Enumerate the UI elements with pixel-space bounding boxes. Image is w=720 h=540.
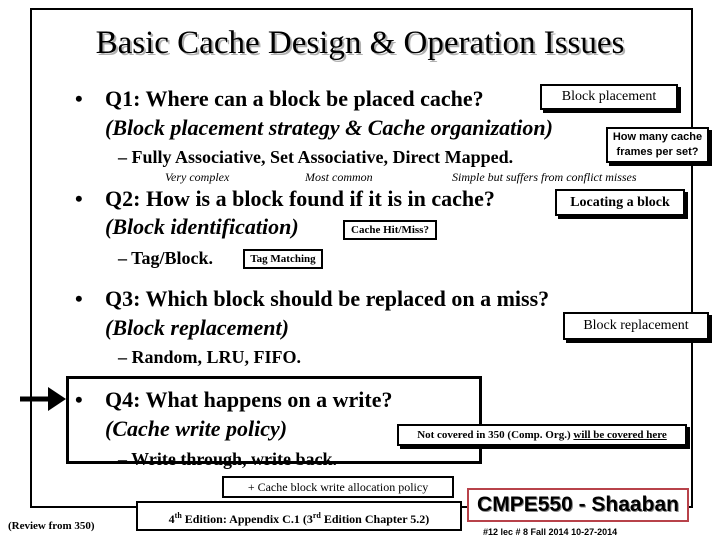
q3-detail: (Block replacement) (105, 315, 289, 340)
ref-c: Edition Chapter 5.2) (320, 512, 430, 526)
q3-sub: – Random, LRU, FIFO. (118, 347, 302, 367)
tag-matching-label: Tag Matching (243, 249, 323, 269)
q2-detail: (Block identification) (105, 214, 299, 239)
locating-block-label: Locating a block (555, 189, 685, 216)
q1-detail: (Block placement strategy & Cache organization) (105, 115, 553, 140)
write-allocation-label: + Cache block write allocation policy (222, 476, 454, 498)
ref-b-sup: rd (312, 511, 321, 520)
block-replacement-label: Block replacement (563, 312, 709, 340)
q3-text: Q3: Which block should be replaced on a miss? (105, 286, 550, 311)
bullet: • (75, 387, 83, 412)
not-covered-label (397, 424, 687, 446)
q1-sub: – Fully Associative, Set Associative, Direct Mapped. (118, 147, 514, 167)
ref-a: 4 (168, 512, 175, 526)
frames-per-set-label: How many cache frames per set? (606, 127, 709, 163)
note-conflict-misses: Simple but suffers from conflict misses (452, 170, 637, 184)
ref-a-sup: th (174, 511, 182, 520)
bullet: • (75, 86, 83, 111)
slide-title: Basic Cache Design & Operation Issues (95, 25, 625, 61)
block-placement-label: Block placement (540, 84, 678, 110)
bullet: • (75, 186, 83, 211)
not-covered-text: Not covered in 350 (Comp. Org.) (417, 429, 574, 441)
covered-here-text: will be covered here (573, 429, 667, 441)
slide-info: #12 lec # 8 Fall 2014 10-27-2014 (483, 527, 618, 537)
q2-sub: – Tag/Block. (118, 248, 214, 268)
bullet: • (75, 286, 83, 311)
note-very-complex: Very complex (165, 170, 230, 184)
note-most-common: Most common (305, 170, 373, 184)
q4-detail: (Cache write policy) (105, 416, 288, 441)
q2-text: Q2: How is a block found if it is in cache? (105, 186, 495, 211)
textbook-reference (136, 501, 462, 531)
q1-text: Q1: Where can a block be placed cache? (105, 86, 484, 111)
ref-b: Edition: Appendix C.1 (3 (181, 512, 313, 526)
review-note: (Review from 350) (8, 520, 95, 532)
course-brand: CMPE550 - Shaaban (467, 488, 689, 522)
pointer-arrow-icon (20, 384, 68, 414)
q4-sub: – Write through, write back. (118, 449, 337, 469)
q4-text: Q4: What happens on a write? (105, 387, 393, 412)
cache-hit-miss-label: Cache Hit/Miss? (343, 220, 437, 240)
